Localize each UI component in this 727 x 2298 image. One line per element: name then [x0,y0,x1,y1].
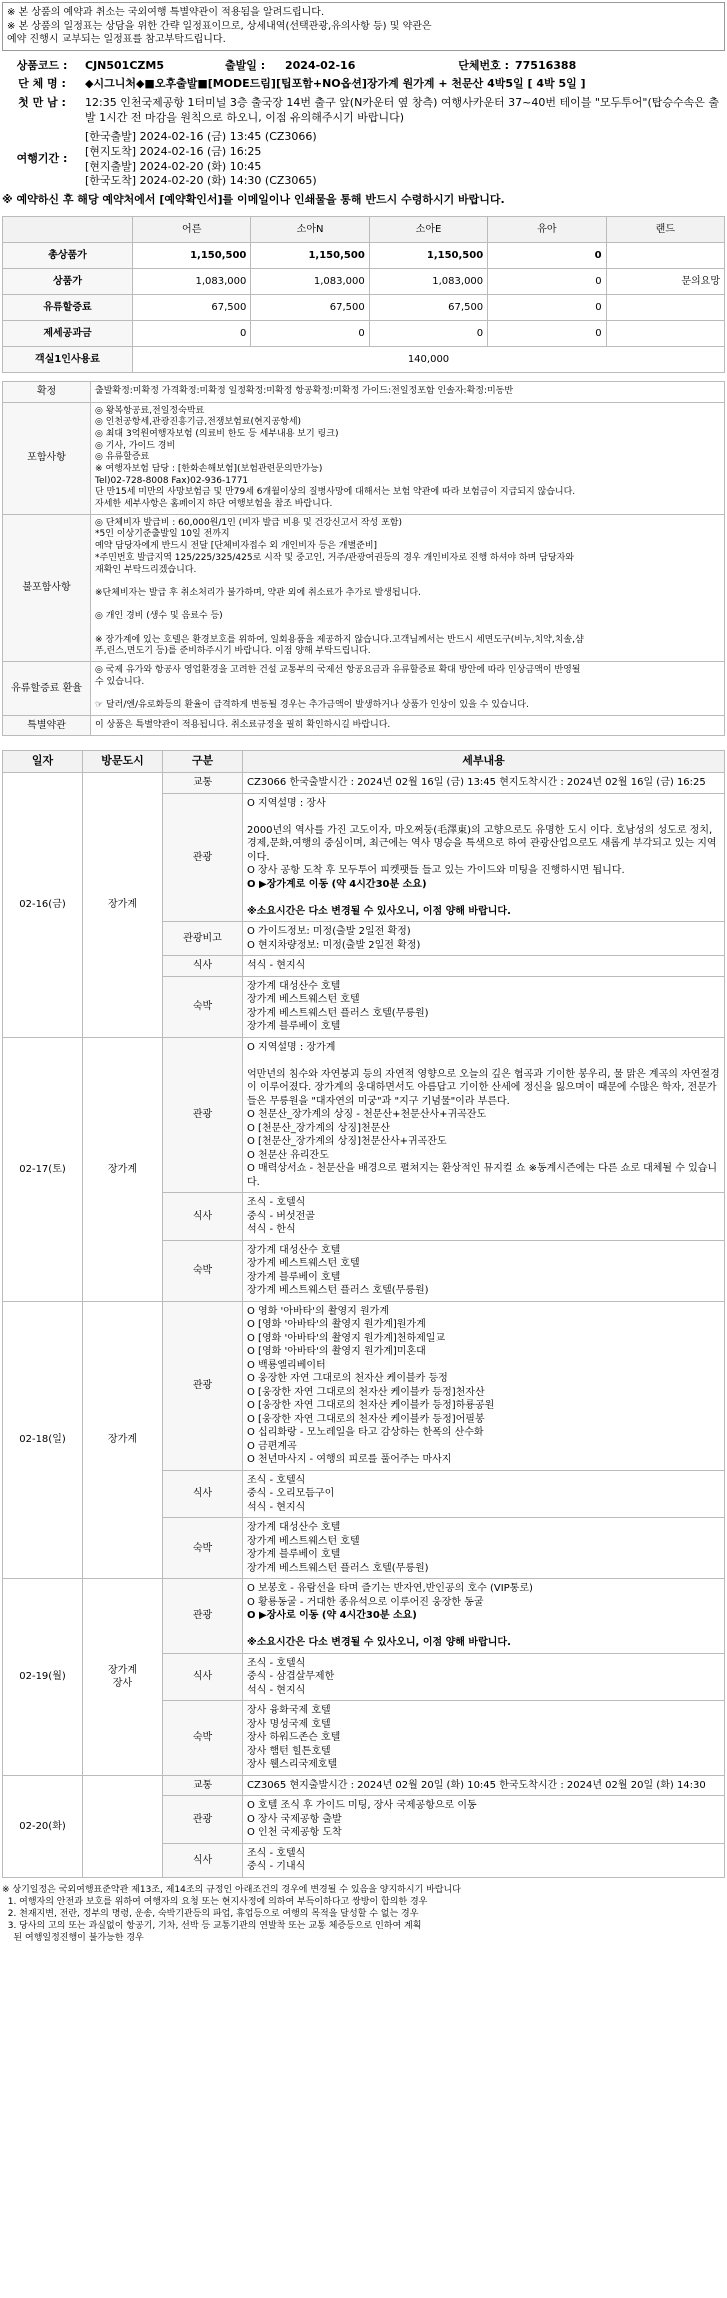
terms-line: ◎ 최대 3억원여행자보험 (의료비 한도 등 세부내용 보기 링크) [95,428,339,439]
schedule-detail-line: 장가계 대성산수 호텔 [247,1244,341,1256]
schedule-category: 관광 [163,1037,243,1193]
terms-row [3,662,725,716]
schedule-detail-line: 석식 - 현지식 [247,1684,306,1696]
confirmation-warning: ※ 예약하신 후 해당 예약처에서 [예약확인서]를 이메일이나 인쇄물을 통해 반드시 수령하시기 바랍니다. [2,193,505,207]
schedule-col-header: 방문도시 [83,751,163,773]
schedule-col-header: 세부내용 [243,751,725,773]
price-cell: 0 [133,321,251,347]
schedule-detail-line: O 장사 국제공항 출발 [247,1813,342,1825]
schedule-date: 02-19(월) [3,1579,83,1776]
schedule-detail-line: O 매력상서쇼 - 천문산을 배경으로 펼쳐지는 환상적인 뮤지컬 쇼 ※동계시즌에는 다른 쇼로 대체될 수 있습니다. [247,1163,718,1188]
terms-line: 재확인 부탁드리겠습니다. [95,564,197,575]
schedule-date: 02-16(금) [3,773,83,1038]
schedule-category: 숙박 [163,1518,243,1579]
price-cell: 0 [488,321,606,347]
schedule-detail-line: O [웅장한 자연 그대로의 천자산 케이블카 등정]천자산 [247,1386,485,1398]
schedule-detail-line: O 지역설명 : 장사 [247,797,326,809]
terms-line [95,623,720,635]
schedule-detail-line: O [영화 '아바타'의 촬영지 원가계]원가계 [247,1319,426,1331]
schedule-category: 숙박 [163,976,243,1037]
schedule-detail-line: O 천문산_장가계의 상징 - 천문산+천문산사+귀곡잔도 [247,1109,487,1121]
price-cell: 1,150,500 [369,243,487,269]
schedule-detail [243,1775,725,1796]
schedule-row [3,1775,725,1796]
product-code: CJN501CZM5 [85,58,164,72]
schedule-detail-line: CZ3065 현지출발시간 : 2024년 02월 20일 (화) 10:45 한국도착시간 : 2024년 02월 20일 (화) 14:30 [247,1779,706,1791]
terms-line: ◎ 왕복항공료,전일정숙박료 [95,405,205,416]
schedule-detail-line: O [천문산_장가계의 상징]천문산사+귀곡잔도 [247,1136,447,1148]
schedule-detail [243,1518,725,1579]
schedule-city [83,1579,163,1776]
terms-row [3,715,725,736]
terms-row [3,514,725,661]
terms-line [95,576,720,588]
schedule-detail-line: 중식 - 버섯전골 [247,1210,315,1222]
schedule-detail-line: O [웅장한 자연 그대로의 천자산 케이블카 등정]어필봉 [247,1413,485,1425]
schedule-detail-line [247,810,720,824]
schedule-detail-line: 장가계 베스트웨스턴 플러스 호텔(무릉원) [247,1562,429,1574]
group-name-label: 단 체 명 : [18,77,66,91]
price-cell [606,243,724,269]
schedule-detail [243,1037,725,1193]
schedule-detail-line: O [영화 '아바타'의 촬영지 원가계]미혼대 [247,1346,426,1358]
period-line: [현지출발] 2024-02-20 (화) 10:45 [85,159,262,173]
schedule-detail-line: O 백룡엘리베이터 [247,1359,326,1371]
terms-table [2,381,725,736]
schedule-detail-line: O 웅장한 자연 그대로의 천자산 케이블카 등정 [247,1373,448,1385]
notice-box [2,2,725,51]
terms-line: 수 있습니다. [95,676,145,687]
price-row-label: 제세공과금 [3,321,133,347]
schedule-category: 관광 [163,1301,243,1470]
terms-line [95,600,720,612]
info-table [2,57,725,192]
schedule-detail-line: 중식 - 삼겹살무제한 [247,1671,335,1683]
schedule-detail-line: 장사 웰스리국제호텔 [247,1759,338,1771]
schedule-detail-line: 장사 햄턴 힐튼호텔 [247,1745,331,1757]
price-col-header: 소아E [369,217,487,243]
terms-line: *주민번호 발급지역 125/225/325/425로 시작 및 중고인, 거주/관광여권등의 경우 개인비자로 진행 하셔야 하며 담당자와 [95,552,574,563]
schedule-detail-line: 장가계 베스트웨스턴 호텔 [247,994,360,1006]
schedule-row [3,1579,725,1654]
schedule-detail-line: O 금편계곡 [247,1440,297,1452]
price-cell [606,321,724,347]
terms-content [91,662,725,716]
schedule-detail-line: O 현지차량정보: 미정(출발 2일전 확정) [247,939,421,951]
price-cell: 67,500 [251,295,369,321]
schedule-category: 관광 [163,1796,243,1844]
guest-surcharge-label: 객실1인사용료 [3,347,133,373]
terms-label: 유류할증료 환율 [3,662,91,716]
schedule-category: 교통 [163,1775,243,1796]
city-name: 장사 [112,1678,133,1690]
schedule-detail-line: O 보봉호 - 유람선을 타며 즐기는 반자연,반인공의 호수 (VIP통로) [247,1583,533,1595]
schedule-col-header: 일자 [3,751,83,773]
schedule-col-header: 구분 [163,751,243,773]
price-cell: 0 [488,295,606,321]
schedule-detail-line: CZ3066 한국출발시간 : 2024년 02월 16일 (금) 13:45 현지도착시간 : 2024년 02월 16일 (금) 16:25 [247,777,706,789]
price-row-label: 유류할증료 [3,295,133,321]
schedule-detail [243,956,725,977]
terms-content [91,382,725,403]
schedule-date: 02-18(일) [3,1301,83,1579]
notice-line: 예약 진행시 교부되는 일정표를 참고부탁드립니다. [7,34,226,45]
group-no: 77516388 [515,58,577,72]
price-col-header: 유아 [488,217,606,243]
schedule-row [3,1037,725,1193]
period-line: [한국도착] 2024-02-20 (화) 14:30 (CZ3065) [85,174,317,188]
terms-label: 특별약관 [3,715,91,736]
terms-line [95,688,720,700]
schedule-category: 숙박 [163,1240,243,1301]
schedule-detail-line: O ▶장가계로 이동 (약 4시간30분 소요) [247,878,427,890]
terms-row [3,382,725,403]
schedule-category: 식사 [163,1653,243,1701]
schedule-detail-line: O 호텔 조식 후 가이드 미팅, 장사 국제공항으로 이동 [247,1800,477,1812]
footnote-line: 된 여행일정진행이 불가능한 경우 [2,1933,144,1944]
schedule-detail-line: O 영화 '아바타'의 촬영지 원가계 [247,1305,390,1317]
schedule-detail-line: 장사 하워드존슨 호텔 [247,1732,341,1744]
schedule-detail-line: O [웅장한 자연 그대로의 천자산 케이블카 등정]하룡공원 [247,1400,495,1412]
terms-line: Tel)02-728-8008 Fax)02-936-1771 [95,475,249,486]
terms-label: 포함사항 [3,402,91,514]
schedule-detail-line: 중식 - 오리모듬구이 [247,1488,335,1500]
schedule-detail [243,1470,725,1518]
terms-line: ◎ 국제 유가와 항공사 영업환경을 고려한 건설 교통부의 국제선 항공요금과 유류할증료 확대 방안에 따라 인상금액이 반영될 [95,665,581,676]
schedule-detail [243,1193,725,1241]
period-label: 여행기간 : [16,152,68,166]
price-row [3,269,725,295]
terms-line: ◎ 단체비자 발급비 : 60,000원/1인 (비자 발급 비용 및 건강신고서 작성 포함) [95,517,402,528]
schedule-category: 식사 [163,1470,243,1518]
schedule-date: 02-20(화) [3,1775,83,1877]
price-cell: 67,500 [369,295,487,321]
price-cell: 0 [488,269,606,295]
schedule-detail-line: 장가계 블루베이 호텔 [247,1021,341,1033]
schedule-detail-line: O 인천 국제공항 도착 [247,1827,342,1839]
schedule-category: 관광 [163,1579,243,1654]
footnote-line: 3. 당사의 고의 또는 과실없이 항공기, 기차, 선박 등 교통기관의 연발착 또는 교통 체증등으로 인하여 계획 [2,1921,422,1932]
city-name: 장가계 [108,899,137,911]
schedule-detail-line: O 가이드정보: 미정(출발 2일전 확정) [247,926,411,938]
schedule-detail-line: O 황룡동굴 - 거대한 종유석으로 이루어진 웅장한 동굴 [247,1596,484,1608]
price-cell: 0 [488,243,606,269]
schedule-detail-line: 석식 - 현지식 [247,960,306,972]
terms-line: ◎ 기사, 가이드 경비 [95,440,176,451]
price-col-header: 어른 [133,217,251,243]
schedule-detail-line: 장가계 블루베이 호텔 [247,1271,341,1283]
price-cell: 1,150,500 [251,243,369,269]
product-code-label: 상품코드 : [16,58,68,72]
footnote-line: 2. 천재지변, 전란, 정부의 명령, 운송, 숙박기관등의 파업, 휴업등으로 여행의 목적을 달성할 수 없는 경우 [2,1909,419,1920]
schedule-detail-line: 조식 - 호텔식 [247,1474,306,1486]
schedule-detail-line: 조식 - 호텔식 [247,1657,306,1669]
footnote-line: 1. 여행자의 안전과 보호를 위하여 여행자의 요청 또는 현지사정에 의하여 부득이하다고 쌍방이 합의한 경우 [2,1896,428,1907]
schedule-detail-line: 조식 - 호텔식 [247,1847,306,1859]
schedule-city [83,1301,163,1579]
price-row-label: 상품가 [3,269,133,295]
meeting-text: 12:35 인천국제공항 1터미널 3층 출국장 14번 출구 앞(N카운터 옆 창측) 여행사카운터 37~40번 테이블 "모두투어"(탑승수속은 출발 1시간 전 마감을 원칙으로 하오니, 이점 유의해주시기 바랍니다) [85,96,719,125]
schedule-table [2,750,725,1878]
price-col-header: 소아N [251,217,369,243]
schedule-detail-line: 장가계 대성산수 호텔 [247,1522,341,1534]
price-cell: 문의요망 [606,269,724,295]
schedule-detail-line: 석식 - 한식 [247,1224,296,1236]
schedule-detail-line: 장가계 베스트웨스턴 플러스 호텔(무릉원) [247,1285,429,1297]
schedule-detail-line: O [영화 '아바타'의 촬영지 원가계]천하제일교 [247,1332,446,1344]
terms-line: 이 상품은 특별약관이 적용됩니다. 취소료규정을 필히 확인하시길 바랍니다. [95,719,391,730]
city-name: 장가계 [108,1163,137,1175]
schedule-detail-line: 장사 명성국제 호텔 [247,1718,331,1730]
schedule-category: 식사 [163,1193,243,1241]
schedule-detail [243,1240,725,1301]
schedule-detail-line: O 천년마사지 - 여행의 피로를 풀어주는 마사지 [247,1454,452,1466]
period-line: [한국출발] 2024-02-16 (금) 13:45 (CZ3066) [85,129,317,143]
schedule-detail [243,976,725,1037]
schedule-category: 식사 [163,1843,243,1877]
schedule-detail [243,1301,725,1470]
price-row [3,321,725,347]
schedule-detail-line: 석식 - 현지식 [247,1501,306,1513]
schedule-detail-line: O 천문산 유리잔도 [247,1149,329,1161]
terms-line: 자세한 세부사항은 홈페이지 하단 여행보험을 참조 바랍니다. [95,499,333,510]
schedule-detail [243,1701,725,1776]
price-cell: 0 [369,321,487,347]
schedule-detail-line: O [천문산_장가계의 상징]천문산 [247,1122,390,1134]
schedule-category: 관광 [163,793,243,922]
terms-content [91,402,725,514]
price-header-row [3,217,725,243]
schedule-city [83,773,163,1038]
schedule-city [83,1775,163,1877]
period-lines [82,128,725,191]
price-row [3,347,725,373]
price-cell: 1,083,000 [251,269,369,295]
terms-line: 푸,린스,면도기 등)를 준비하주시기 바랍니다. 이점 양해 부탁드립니다. [95,646,371,657]
guest-surcharge-value: 140,000 [133,347,725,373]
footnotes [2,1884,725,1945]
schedule-category: 식사 [163,956,243,977]
terms-content [91,514,725,661]
schedule-category: 숙박 [163,1701,243,1776]
schedule-row [3,773,725,794]
terms-row [3,402,725,514]
schedule-detail [243,773,725,794]
city-name: 장가계 [108,1434,137,1446]
terms-line: ◎ 개인 경비 (생수 및 음료수 등) [95,611,223,622]
schedule-category: 관광비고 [163,922,243,956]
schedule-detail-line: ※소요시간은 다소 변경될 수 있사오니, 이점 양해 바랍니다. [247,905,511,917]
price-cell [606,295,724,321]
terms-line: 예약 담당자에게 반드시 전달 [단체비자접수 외 개인비자 등은 개별준비] [95,541,378,552]
price-cell: 1,083,000 [369,269,487,295]
terms-label: 확정 [3,382,91,403]
meeting-label: 첫 만 남 : [18,96,66,110]
terms-line: ※단체비자는 발급 후 취소처리가 불가하며, 약관 외에 취소료가 추가로 발생됩니다. [95,587,421,598]
schedule-detail-line: 억만년의 침수와 자연붕괴 등의 자연적 영향으로 오늘의 깊은 협곡과 기이한 봉우리, 물 맑은 계곡의 자연절경이 이루어졌다. 장가계의 웅대하면서도 아름답고 기이한 산세에 정신을 잃으며이 때문에 수많은 학자, 전문가들은 무릉원을 "대자연의 미궁"과 "지구 기념물"이라 부른다. [247,1068,720,1107]
schedule-detail-line: 2000년의 역사를 가진 고도이자, 마오쩌둥(毛澤東)의 고향으로도 유명한 도시 이다. 호남성의 성도로 정치,경제,문화,여행의 중심이며, 최근에는 역사 명승을 특색으로 하여 관광산업으로도 새롭게 부각되고 있는 지역이다. [247,824,717,863]
schedule-city [83,1037,163,1301]
schedule-detail-line: 중식 - 기내식 [247,1861,306,1873]
schedule-detail [243,793,725,922]
schedule-detail-line: 조식 - 호텔식 [247,1197,306,1209]
schedule-header-row [3,751,725,773]
schedule-detail-line: 장사 융화국제 호텔 [247,1705,331,1717]
schedule-category: 교통 [163,773,243,794]
schedule-detail-line: O 장사 공항 도착 후 모두투어 피켓팻들 들고 있는 가이드와 미팅을 진행하시면 됩니다. [247,865,625,877]
group-no-label: 단체번호 : [458,58,509,72]
schedule-detail-line [247,1054,720,1068]
depart-label: 출발일 : [225,58,266,72]
schedule-detail-line: 장가계 대성산수 호텔 [247,980,341,992]
terms-content [91,715,725,736]
terms-line: 출발확정:미확정 가격확정:미확정 일정확정:미확정 항공확정:미확정 가이드:전일정포함 인솔자:확정:미동반 [95,386,514,396]
price-cell: 0 [251,321,369,347]
terms-line: ◎ 유류할증료 [95,452,150,463]
price-row [3,243,725,269]
terms-line: 단 만15세 미만의 사망보험금 및 만79세 6개월이상의 질병사망에 대해서는 보험 약관에 따라 보험금이 지급되지 않습니다. [95,487,576,498]
terms-label: 불포함사항 [3,514,91,661]
schedule-detail-line: O ▶장사로 이동 (약 4시간30분 소요) [247,1610,417,1622]
terms-line: *5인 이상기준출발일 10일 전까지 [95,529,230,540]
terms-line: ☞ 달러/엔/유로화등의 환율이 급격하게 변동될 경우는 추가금액이 발생하거나 상품가 인상이 있을 수 있습니다. [95,700,529,711]
schedule-detail-line: 장가계 베스트웨스턴 호텔 [247,1258,360,1270]
schedule-detail-line: 장가계 블루베이 호텔 [247,1549,341,1561]
price-cell: 67,500 [133,295,251,321]
schedule-detail-line: ※소요시간은 다소 변경될 수 있사오니, 이점 양해 바랍니다. [247,1637,511,1649]
schedule-detail [243,922,725,956]
notice-line: ※ 본 상품의 일정표는 상담을 위한 간략 일정표이므로, 상세내역(선택관광,유의사항 등) 및 약관은 [7,20,432,32]
group-name: ◆시그니처◆■오후출발■[MODE드림][팁포함+NO옵션]장가계 원가계 + 천문산 4박5일 [ 4박 5일 ] [85,77,586,91]
schedule-detail-line: 장가계 베스트웨스턴 호텔 [247,1535,360,1547]
price-col-header [3,217,133,243]
schedule-detail [243,1843,725,1877]
price-row [3,295,725,321]
period-line: [현지도착] 2024-02-16 (금) 16:25 [85,144,262,158]
schedule-detail-line: 장가계 베스트웨스턴 플러스 호텔(무릉원) [247,1007,429,1019]
price-cell: 1,083,000 [133,269,251,295]
schedule-date: 02-17(토) [3,1037,83,1301]
city-name: 장가계 [108,1664,137,1676]
price-col-header: 랜드 [606,217,724,243]
schedule-detail [243,1653,725,1701]
schedule-detail [243,1579,725,1654]
notice-line: ※ 본 상품의 예약과 취소는 국외여행 특별약관이 적용됨을 알려드립니다. [7,7,325,18]
price-table [2,216,725,373]
terms-line: ※ 여행자보험 담당 : [한화손해보험](보험관련문의만가능) [95,464,323,475]
price-cell: 1,150,500 [133,243,251,269]
schedule-detail-line [247,891,720,905]
schedule-detail-line: O 십리화랑 - 모노레일을 타고 감상하는 한폭의 산수화 [247,1427,484,1439]
schedule-detail-line: O 지역설명 : 장가계 [247,1041,336,1053]
terms-line: ※ 장가계에 있는 호텔은 환경보호를 위하여, 일회용품을 제공하지 않습니다.고객님께서는 반드시 세면도구(비누,치약,치솔,샴 [95,634,584,645]
schedule-detail-line [247,1623,720,1637]
footnote-line: ※ 상기일정은 국외여행표준약관 제13조, 제14조의 규정인 아래조건의 경우에 변경될 수 있음을 양지하시기 바랍니다 [2,1884,461,1895]
depart-date: 2024-02-16 [285,58,356,72]
terms-line: ◎ 인천공항세,관광진흥기금,전쟁보험료(현지공항세) [95,417,302,428]
price-row-label: 총상품가 [3,243,133,269]
schedule-row [3,1301,725,1470]
schedule-detail [243,1796,725,1844]
